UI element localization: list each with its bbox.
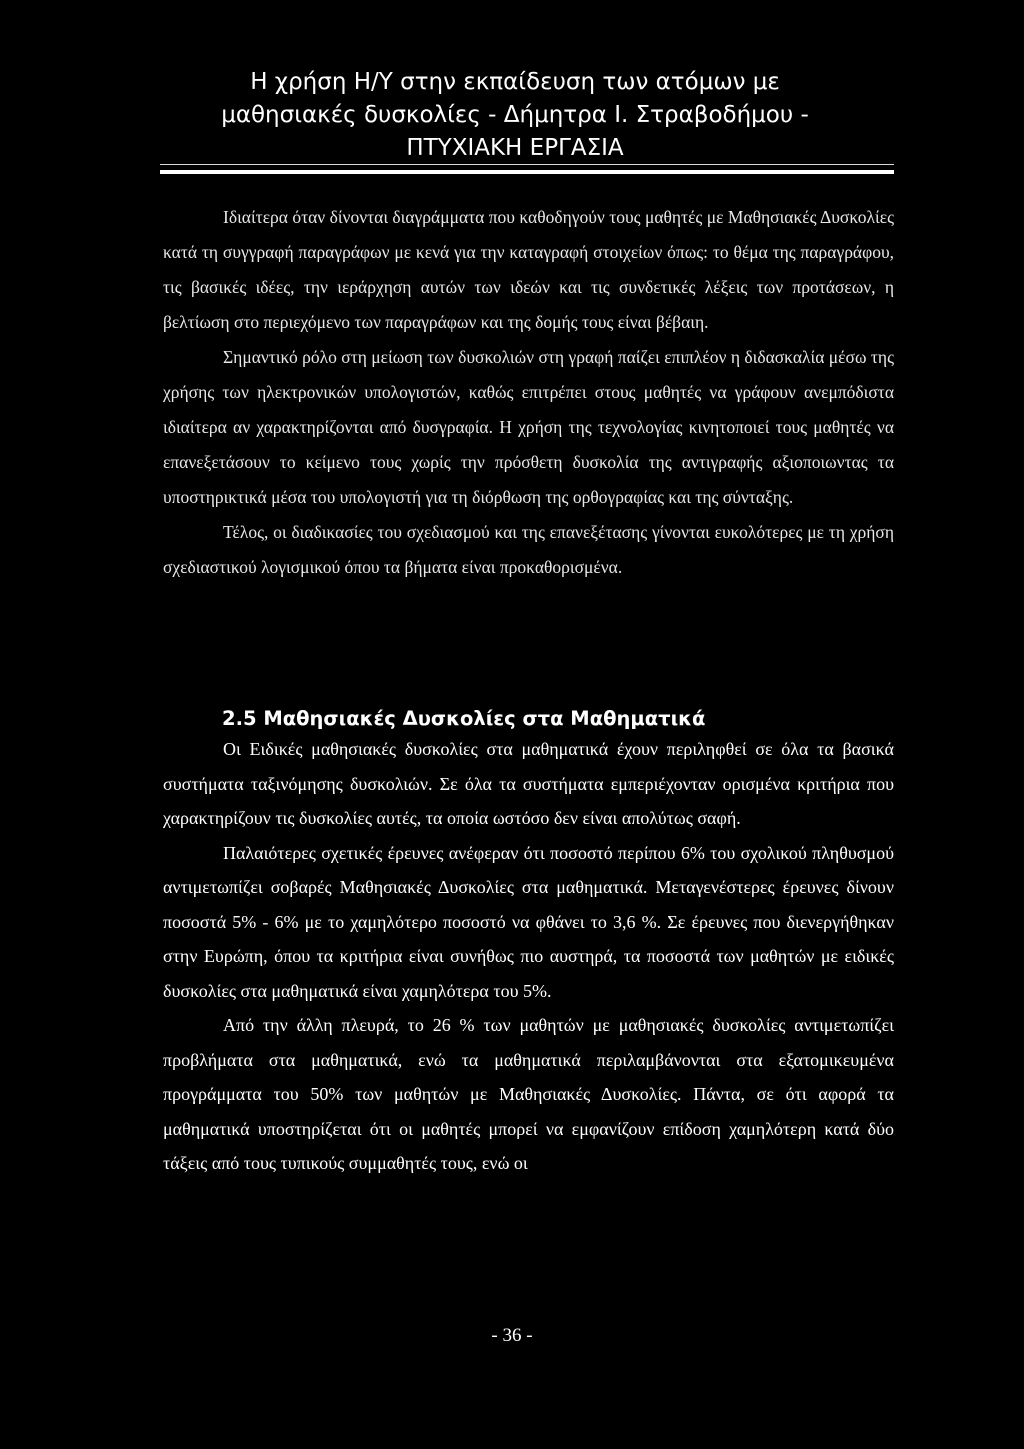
header-title-line-3: ΠΤΥΧΙΑΚΗ ΕΡΓΑΣΙΑ xyxy=(406,135,624,161)
body-text-after-section xyxy=(163,732,894,1181)
paragraph: Τέλος, οι διαδικασίες του σχεδιασμού και της επανεξέτασης γίνονται ευκολότερες με τη χρήση σχεδιαστικού λογισμικού όπου τα βήματα είναι προκαθορισμένα. xyxy=(163,522,894,577)
header-divider-thin xyxy=(160,164,894,165)
paragraph: Ιδιαίτερα όταν δίνονται διαγράμματα που καθοδηγούν τους μαθητές με Μαθησιακές Δυσκολίες κατά τη συγγραφή παραγράφων με κενά για την καταγραφή στοιχείων όπως: το θέμα της παραγράφου, τις βασικές ιδέες, την ιεράρχηση αυτών των ιδεών και τις συνδετικές λέξεις των προτάσεων, η βελτίωση στο περιεχόμενο των παραγράφων και της δομής τους είναι βέβαιη. xyxy=(163,207,894,332)
body-text-before-section xyxy=(163,200,894,585)
page-number: - 36 - xyxy=(491,1325,533,1346)
paragraph: Οι Ειδικές μαθησιακές δυσκολίες στα μαθηματικά έχουν περιληφθεί σε όλα τα βασικά συστήματα ταξινόμησης δυσκολιών. Σε όλα τα συστήματα εμπεριέχονταν ορισμένα κριτήρια που χαρακτηρίζουν τις δυσκολίες αυτές, τα οποία ωστόσο δεν είναι απολύτως σαφή. xyxy=(163,739,894,828)
paragraph: Από την άλλη πλευρά, το 26 % των μαθητών με μαθησιακές δυσκολίες αντιμετωπίζει προβλήματα στα μαθηματικά, ενώ τα μαθηματικά περιλαμβάνονται στα εξατομικευμένα προγράμματα του 50% των μαθητών με Μαθησιακές Δυσκολίες. Πάντα, σε ότι αφορά τα μαθηματικά υποστηρίζεται ότι οι μαθητές μπορεί να εμφανίζουν επίδοση χαμηλότερη κατά δύο τάξεις από τους τυπικούς συμμαθητές τους, ενώ οι xyxy=(163,1015,894,1173)
paragraph: Παλαιότερες σχετικές έρευνες ανέφεραν ότι ποσοστό περίπου 6% του σχολικού πληθυσμού αντιμετωπίζει σοβαρές Μαθησιακές Δυσκολίες στα μαθηματικά. Μεταγενέστερες έρευνες δίνουν ποσοστά 5% - 6% με το χαμηλότερο ποσοστό να φθάνει το 3,6 %. Σε έρευνες που διενεργήθηκαν στην Ευρώπη, όπου τα κριτήρια είναι συνήθως πιο αυστηρά, τα ποσοστά των μαθητών με ειδικές δυσκολίες στα μαθηματικά είναι χαμηλότερα του 5%. xyxy=(163,842,894,1001)
header-title-line-2: μαθησιακές δυσκολίες - Δήμητρα Ι. Στραβοδήμου - xyxy=(221,102,809,128)
header-divider-thick xyxy=(160,170,894,174)
header-title-line-1: Η χρήση Η/Υ στην εκπαίδευση των ατόμων με xyxy=(250,69,780,95)
section-heading: 2.5 Μαθησιακές Δυσκολίες στα Μαθηματικά xyxy=(222,707,706,730)
page-header xyxy=(140,66,890,165)
paragraph: Σημαντικό ρόλο στη μείωση των δυσκολιών στη γραφή παίζει επιπλέον η διδασκαλία μέσω της χρήσης των ηλεκτρονικών υπολογιστών, καθώς επιτρέπει στους μαθητές να γράφουν ανεμπόδιστα ιδιαίτερα αν χαρακτηρίζονται από δυσγραφία. Η χρήση της τεχνολογίας κινητοποιεί τους μαθητές να επανεξετάσουν το κείμενο τους χωρίς την πρόσθετη δυσκολία της αντιγραφής αξιοποιωντας τα υποστηρικτικά μέσα του υπολογιστή για τη διόρθωση της ορθογραφίας και της σύνταξης. xyxy=(163,347,894,507)
